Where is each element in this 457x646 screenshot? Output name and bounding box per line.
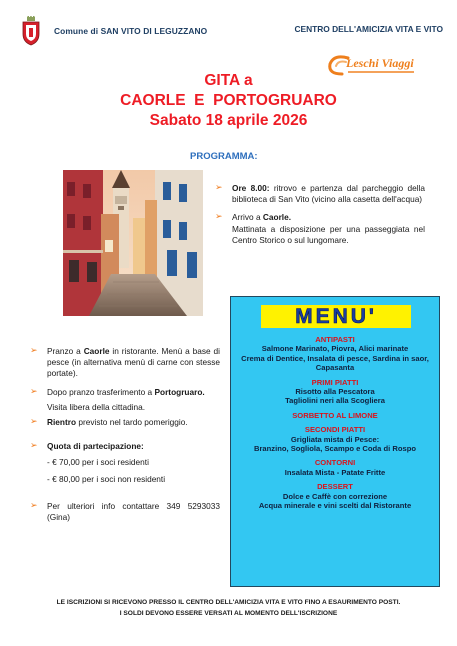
arrow-bullet-icon: ➢ [30,416,38,427]
menu-item: Acqua minerale e vini scelti dal Ristorante [258,501,412,511]
caorle-street-photo [63,170,203,316]
arrival-text: Arrivo a [232,212,263,223]
logo-name: Leschi Viaggi [346,56,414,70]
list-item [30,417,220,428]
title-line-2: CAORLE E PORTOGRUARO [120,92,337,109]
footer-line-2: I SOLDI DEVONO ESSERE VERSATI AL MOMENTO DELL'ISCRIZIONE [119,610,338,617]
menu-item: Branzino, Sogliola, Scampo e Coda di Rospo [253,444,417,454]
list-item [30,501,220,523]
menu-item: Insalata Mista - Patate Fritte [284,467,386,477]
menu-section [233,482,437,510]
menu-section-heading: SORBETTO AL LIMONE [292,410,378,420]
menu-item: Risotto alla Pescatora [295,387,375,397]
lunch-place: Caorle [83,346,110,356]
menu-section [233,378,437,406]
menu-section-heading: CONTORNI [314,458,356,468]
free-visit-text: Visita libera della cittadina. [47,401,146,412]
arrival-place: Caorle. [262,212,292,223]
title-date: Sabato 18 aprile 2026 [149,112,308,129]
list-item [215,183,425,205]
list-item [30,441,220,452]
arrow-bullet-icon: ➢ [30,499,38,510]
transfer-place: Portogruaro. [154,386,205,397]
morning-schedule [215,183,425,246]
menu-section-heading: DESSERT [317,482,353,492]
registration-footer [0,597,457,619]
list-item [30,387,220,398]
return-text: previsto nel tardo pomeriggio. [76,417,188,428]
menu-section [233,335,437,373]
arrow-bullet-icon: ➢ [30,385,38,396]
afternoon-schedule [30,346,220,523]
contact-info: Per ulteriori info contattare 349 5293033 (Gina) [47,500,220,523]
trip-title [0,71,457,131]
arrow-bullet-icon: ➢ [30,440,38,451]
transfer-text: Dopo pranzo trasferimento a [47,386,155,397]
morning-text: Mattinata a disposizione per una passeggiata nel Centro Storico o sul lungomare. [232,223,425,245]
departure-text: ritrovo e partenza dal parcheggio della biblioteca di San Vito (vicino alla casetta dell'acqua) [232,183,425,205]
fee-non-residents: - € 80,00 per i soci non residenti [47,473,166,484]
menu-box [230,296,440,587]
menu-title: MENU' [295,305,377,328]
lunch-text: Pranzo a [47,346,84,356]
menu-section [233,458,437,477]
menu-banner [261,305,411,328]
arrow-bullet-icon: ➢ [30,345,38,355]
programma-heading: PROGRAMMA: [190,151,258,162]
list-item [30,346,220,380]
return-label: Rientro [47,417,77,428]
center-name: CENTRO DELL'AMICIZIA VITA E VITO [294,24,443,34]
menu-section-heading: PRIMI PIATTI [311,377,359,387]
menu-sections [233,335,437,516]
menu-section-heading: ANTIPASTI [315,335,355,344]
menu-item: Tagliolini neri alla Scogliera [285,396,385,406]
coat-of-arms-icon [20,16,42,46]
footer-line-1: LE ISCRIZIONI SI RICEVONO PRESSO IL CENTRO DELL'AMICIZIA VITA E VITO FINO A ESAURIMENTO POSTI. [56,599,401,606]
header-municipality [20,16,207,46]
menu-section [233,425,437,453]
departure-time: Ore 8.00: [232,183,270,193]
menu-item: Salmone Marinato, Piovra, Alici marinate [261,344,409,354]
arrow-bullet-icon: ➢ [215,182,223,192]
fee-residents: - € 70,00 per i soci residenti [47,457,149,468]
list-item [215,212,425,246]
menu-item: Dolce e Caffè con correzione [282,491,388,501]
arrow-bullet-icon: ➢ [215,211,223,222]
title-line-1: GITA a [204,72,253,89]
lunch-details: in ristorante. Menù a base di pesce (in alternativa menù di carne con stesse portate). [47,346,221,379]
municipality-name: Comune di SAN VITO DI LEGUZZANO [54,26,208,36]
menu-section-heading: SECONDI PIATTI [304,425,366,435]
fee-label: Quota di partecipazione: [47,441,144,452]
menu-item: Crema di Dentice, Insalata di pesce, Sardina in saor, Capasanta [241,353,429,373]
menu-section [233,411,437,420]
menu-item: Grigliata mista di Pesce: [290,434,380,444]
